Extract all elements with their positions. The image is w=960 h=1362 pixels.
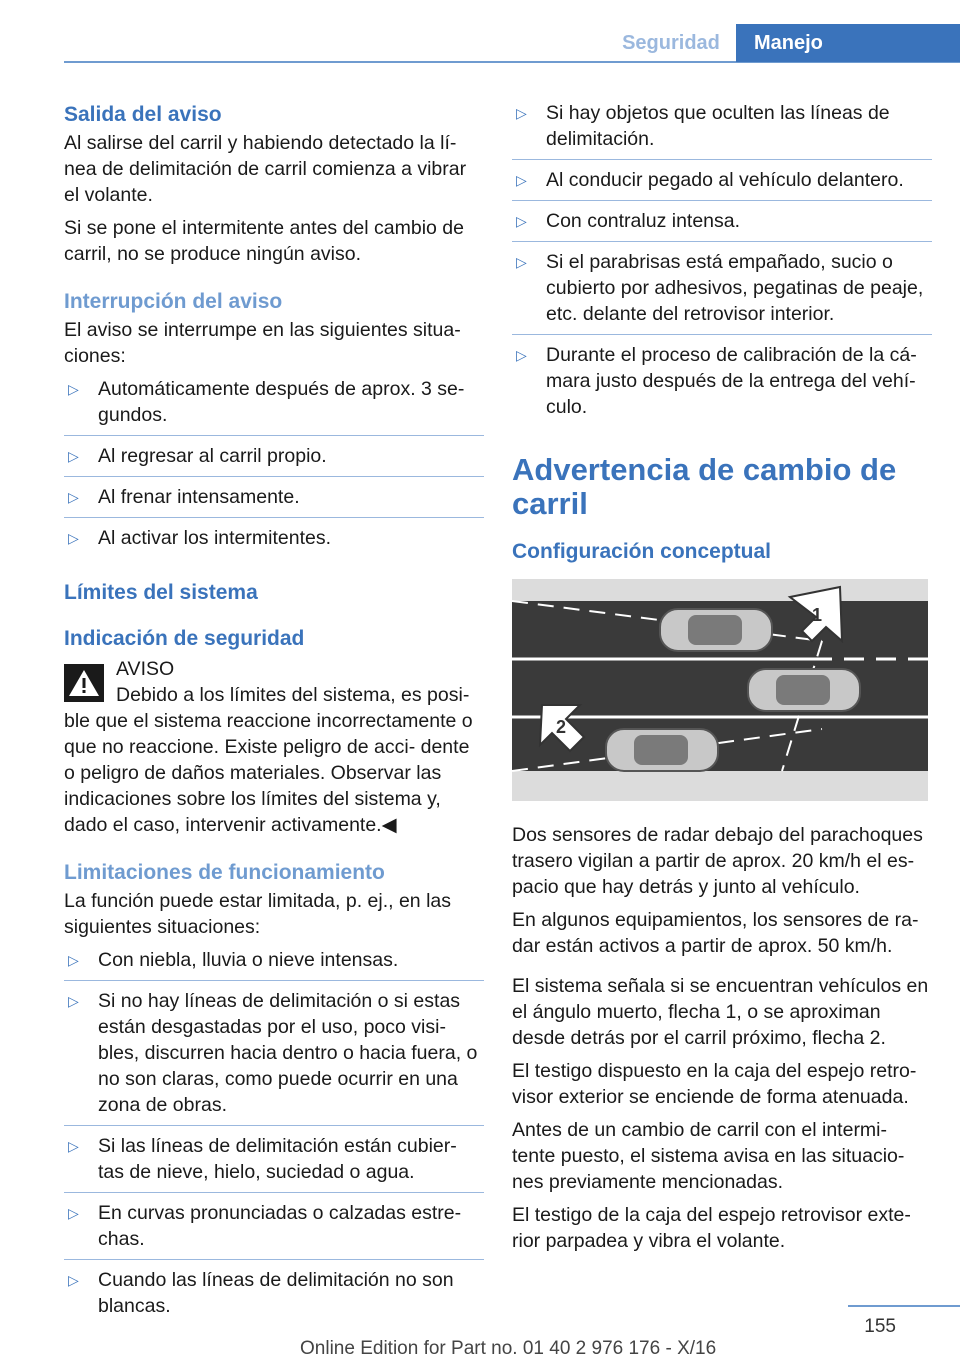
heading-indicacion-de-seguridad: Indicación de seguridad — [64, 627, 305, 650]
bullet-triangle-icon: ▷ — [68, 381, 79, 397]
list-item: ▷ Al activar los intermitentes. — [68, 527, 332, 549]
tab-manejo[interactable]: Manejo — [736, 24, 960, 62]
bullet-triangle-icon: ▷ — [68, 993, 79, 1009]
paragraph: Antes de un cambio de carril con el intermi‐ tente puesto, el sistema avisa en las situacio‐ nes previamente mencionadas. — [512, 1119, 905, 1193]
heading-limites-del-sistema: Límites del sistema — [64, 581, 258, 604]
warning-block — [64, 656, 484, 838]
warning-triangle-icon — [64, 664, 104, 702]
list-item: ▷ Si hay objetos que oculten las líneas de delimitación. — [512, 100, 932, 160]
lane-change-diagram — [512, 579, 928, 801]
list-item: ▷ Durante el proceso de calibración de la cá‐ mara justo después de la entrega del vehí‐ culo. — [516, 344, 917, 418]
heading-advertencia-cambio-carril: Advertencia de cambio de carril — [512, 452, 897, 521]
footer-rule — [848, 1305, 960, 1307]
right-column — [512, 100, 932, 1261]
list-item: ▷ Automáticamente después de aprox. 3 se‐ gundos. — [64, 376, 484, 436]
paragraph: En algunos equipamientos, los sensores de ra‐ dar están activos a partir de aprox. 50 km/h. — [512, 909, 919, 957]
paragraph: El testigo de la caja del espejo retrovisor exte‐ rior parpadea y vibra el volante. — [512, 1204, 911, 1252]
bullet-triangle-icon: ▷ — [516, 105, 527, 121]
car-middle — [748, 669, 860, 711]
heading-limitaciones: Limitaciones de funcionamiento — [64, 861, 385, 884]
paragraph: La función puede estar limitada, p. ej., en las siguientes situaciones: — [64, 890, 451, 938]
bullet-triangle-icon: ▷ — [68, 1272, 79, 1288]
list-item: ▷ Cuando las líneas de delimitación no son blancas. — [68, 1269, 454, 1317]
warning-text: ble que el sistema reaccione incorrectamente o que no reaccione. Existe peligro de acci‐ dente o peligro de daños materiales. Observar las indicaciones sobre los límites del sistema y, dado el caso, intervenir activamente.◀ — [64, 710, 473, 836]
bullet-triangle-icon: ▷ — [68, 952, 79, 968]
list-limitaciones-cont — [512, 100, 932, 427]
bullet-triangle-icon: ▷ — [68, 489, 79, 505]
paragraph: Dos sensores de radar debajo del parachoques trasero vigilan a partir de aprox. 20 km/h el es‐ pacio que hay detrás y junto al vehículo. — [512, 824, 923, 898]
bullet-triangle-icon: ▷ — [68, 530, 79, 546]
heading-salida-del-aviso: Salida del aviso — [64, 103, 222, 126]
paragraph: Si se pone el intermitente antes del cambio de carril, no se produce ningún aviso. — [64, 217, 464, 265]
list-item: ▷ Al frenar intensamente. — [64, 484, 484, 518]
svg-text:1: 1 — [812, 605, 823, 625]
car-bottom — [606, 729, 718, 771]
bullet-triangle-icon: ▷ — [68, 1138, 79, 1154]
list-interrupcion — [64, 376, 484, 558]
warning-title: AVISO — [116, 658, 175, 680]
list-item: ▷ Con contraluz intensa. — [512, 208, 932, 242]
svg-text:2: 2 — [556, 717, 567, 737]
left-column — [64, 100, 484, 1326]
bullet-triangle-icon: ▷ — [516, 254, 527, 270]
tab-seguridad[interactable]: Seguridad — [622, 32, 720, 54]
paragraph: El aviso se interrumpe en las siguientes situa‐ ciones: — [64, 319, 461, 367]
car-top — [660, 609, 772, 651]
bullet-triangle-icon: ▷ — [68, 1205, 79, 1221]
list-item: ▷ Al conducir pegado al vehículo delantero. — [512, 167, 932, 201]
paragraph: El testigo dispuesto en la caja del espejo retro‐ visor exterior se enciende de forma atenuada. — [512, 1060, 917, 1108]
list-item: ▷ Si el parabrisas está empañado, sucio o cubierto por adhesivos, pegatinas de peaje, etc. delante del retrovisor interior. — [512, 249, 932, 335]
bullet-triangle-icon: ▷ — [68, 448, 79, 464]
bullet-triangle-icon: ▷ — [516, 347, 527, 363]
bullet-triangle-icon: ▷ — [516, 213, 527, 229]
edition-note: Online Edition for Part no. 01 40 2 976 176 - X/16 — [300, 1338, 717, 1359]
paragraph: El sistema señala si se encuentran vehículos en el ángulo muerto, flecha 1, o se aproximan desde detrás por el carril próximo, flecha 2. — [512, 975, 929, 1049]
warning-text-line: Debido a los límites del sistema, es posi‐ — [116, 684, 470, 706]
list-item: ▷ Si las líneas de delimitación están cubier‐ tas de nieve, hielo, suciedad o agua. — [64, 1133, 484, 1193]
list-item: ▷ Con niebla, lluvia o nieve intensas. — [64, 947, 484, 981]
heading-configuracion-conceptual: Configuración conceptual — [512, 540, 772, 563]
heading-interrupcion: Interrupción del aviso — [64, 290, 283, 313]
list-item: ▷ En curvas pronunciadas o calzadas estre‐ chas. — [64, 1200, 484, 1260]
paragraph: Al salirse del carril y habiendo detectado la lí‐ nea de delimitación de carril comienza a vibrar el volante. — [64, 132, 467, 206]
bullet-triangle-icon: ▷ — [516, 172, 527, 188]
list-item: ▷ Si no hay líneas de delimitación o si estas están desgastadas por el uso, poco visi‐ bles, discurren hacia dentro o hacia fuera, o no son claras, como puede ocurrir en una zona de obras. — [64, 988, 484, 1126]
list-item: ▷ Al regresar al carril propio. — [64, 443, 484, 477]
list-limitaciones — [64, 947, 484, 1326]
page-number: 155 — [864, 1316, 896, 1337]
